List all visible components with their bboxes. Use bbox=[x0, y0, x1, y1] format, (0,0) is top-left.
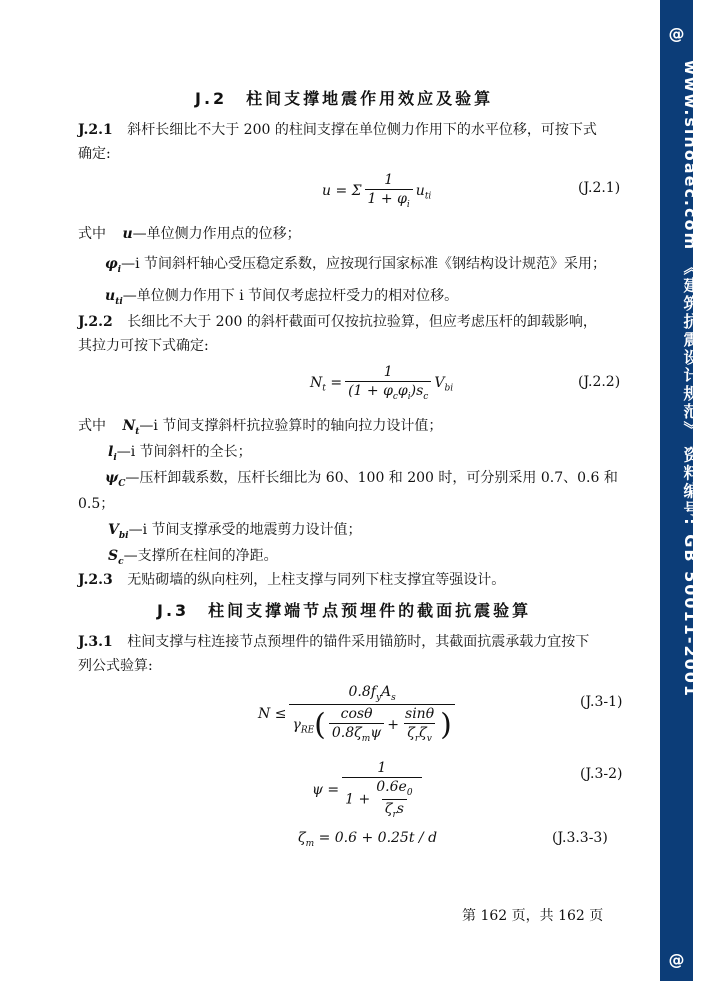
where-text: —压杆卸载系数，压杆长细比为 60、100 和 200 时，可分别采用 0.7、0.6 和 bbox=[125, 470, 618, 486]
where-symbol: u bbox=[122, 226, 133, 242]
equation-j3-1 bbox=[258, 684, 458, 744]
where-text: —i 节间斜杆轴心受压稳定系数，应按现行国家标准《钢结构设计规范》采用； bbox=[121, 256, 607, 272]
eq-sub: m bbox=[305, 838, 315, 849]
clause-number: J.3.1 bbox=[78, 634, 113, 650]
eq-rhs: V bbox=[434, 374, 445, 391]
eq-fraction bbox=[289, 684, 454, 744]
at-icon-top: @ bbox=[668, 24, 685, 43]
where-item bbox=[105, 286, 458, 312]
equation-number: (J.2.2) bbox=[578, 374, 621, 390]
where-item bbox=[108, 442, 252, 468]
eq-denominator bbox=[404, 723, 435, 744]
eq-lhs: N ≤ bbox=[258, 705, 287, 722]
clause-text: 长细比不大于 200 的斜杆截面可仅按抗拉验算，但应考虑压杆的卸载影响， bbox=[127, 314, 597, 330]
eq-sub: m bbox=[361, 733, 371, 744]
eq-den-text: ζ bbox=[419, 724, 427, 741]
eq-fraction bbox=[365, 172, 413, 210]
where-text-continued: 0.5； bbox=[78, 496, 115, 512]
where-item bbox=[105, 254, 606, 280]
eq-sub: RE bbox=[300, 725, 315, 736]
section-heading-j3: J.3 柱间支撑端节点预埋件的截面抗震验算 bbox=[157, 601, 532, 620]
eq-den-text: 0.8ζ bbox=[331, 724, 362, 741]
where-symbol: u bbox=[105, 288, 116, 304]
eq-sub: r bbox=[414, 733, 420, 744]
side-banner-text: www.sinoaec.com 《建筑抗震设计规范》 资料编号: GB 50011-2001 bbox=[681, 60, 700, 698]
eq-sub: s bbox=[391, 692, 396, 703]
eq-fraction-inner bbox=[329, 706, 384, 744]
eq-den-text: φ bbox=[397, 383, 408, 399]
eq-denominator bbox=[382, 799, 407, 820]
where-text: —单位侧力作用点的位移； bbox=[132, 226, 301, 242]
where-text: —i 节间支撑承受的地震剪力设计值； bbox=[128, 522, 362, 538]
equation-number: (J.2.1) bbox=[578, 180, 621, 196]
eq-fraction bbox=[345, 364, 431, 402]
at-icon-bottom: @ bbox=[668, 950, 685, 969]
eq-fraction-inner bbox=[402, 706, 437, 744]
where-item bbox=[78, 224, 301, 244]
where-symbol: ψ bbox=[105, 470, 119, 486]
eq-sub: ti bbox=[424, 191, 432, 202]
eq-sub: r bbox=[392, 809, 397, 820]
eq-sub: y bbox=[375, 692, 382, 703]
where-symbol: N bbox=[122, 418, 136, 434]
clause-j2-1 bbox=[78, 120, 597, 140]
eq-sub: c bbox=[392, 391, 398, 402]
eq-den-text: 1 + bbox=[345, 791, 371, 808]
section-heading-j2: J.2 柱间支撑地震作用效应及验算 bbox=[195, 89, 494, 108]
eq-den-text: 1 + φ bbox=[367, 191, 407, 207]
eq-denominator bbox=[342, 777, 421, 820]
eq-numerator bbox=[373, 779, 415, 799]
eq-numerator: 1 bbox=[384, 172, 394, 188]
eq-num-text: 0.6e bbox=[376, 779, 407, 795]
eq-lhs: ζ bbox=[298, 830, 306, 846]
eq-numerator: 1 bbox=[383, 364, 393, 380]
where-text: —i 节间斜杆的全长； bbox=[116, 444, 252, 460]
eq-den-text: ψ bbox=[370, 724, 382, 741]
clause-text-continued: 确定: bbox=[78, 146, 111, 162]
eq-rhs: = 0.6 + 0.25t / d bbox=[318, 830, 438, 846]
where-sub: ti bbox=[115, 296, 123, 307]
equation-j3-2 bbox=[312, 760, 425, 820]
eq-sub: bi bbox=[444, 383, 454, 394]
where-symbol: V bbox=[108, 522, 119, 538]
eq-den-text: ζ bbox=[407, 724, 415, 741]
clause-j3-1 bbox=[78, 632, 589, 652]
where-symbol: S bbox=[108, 548, 119, 564]
equation-number: (J.3-1) bbox=[580, 694, 623, 710]
eq-den-text: s bbox=[396, 800, 404, 817]
eq-sub: t bbox=[322, 383, 326, 394]
where-item bbox=[108, 546, 278, 572]
where-text: —单位侧力作用下 i 节间仅考虑拉杆受力的相对位移。 bbox=[122, 288, 459, 304]
eq-numerator: sinθ bbox=[405, 705, 435, 722]
where-sub: C bbox=[118, 478, 126, 489]
eq-sub: v bbox=[426, 733, 432, 744]
eq-num-text: 0.8f bbox=[348, 684, 376, 700]
eq-sub: c bbox=[423, 391, 429, 402]
where-sub: c bbox=[118, 556, 124, 567]
eq-numerator: cosθ bbox=[340, 705, 373, 722]
eq-numerator: 1 bbox=[377, 760, 387, 776]
where-intro: 式中 bbox=[78, 418, 106, 434]
equation-j3-3 bbox=[298, 830, 437, 849]
equation-number: (J.3-2) bbox=[580, 766, 623, 782]
clause-text: 无贴砌墙的纵向柱列，上柱支撑与同列下柱支撑宜等强设计。 bbox=[127, 572, 506, 588]
eq-denominator bbox=[329, 723, 384, 744]
eq-denominator bbox=[365, 189, 413, 210]
eq-lhs: N bbox=[310, 374, 323, 391]
eq-sub: i bbox=[407, 391, 411, 402]
clause-number: J.2.1 bbox=[78, 122, 113, 138]
clause-text-continued: 列公式验算: bbox=[78, 658, 153, 674]
eq-denominator bbox=[345, 381, 431, 402]
where-sub: t bbox=[135, 426, 140, 437]
eq-fraction-inner bbox=[373, 779, 415, 820]
where-sub: i bbox=[117, 264, 122, 275]
eq-lhs: ψ = bbox=[312, 781, 340, 798]
eq-den-text: (1 + φ bbox=[348, 383, 393, 399]
where-text: —支撑所在柱间的净距。 bbox=[123, 548, 278, 564]
equation-j2-1 bbox=[322, 172, 431, 210]
where-item bbox=[78, 416, 442, 442]
clause-text: 柱间支撑与柱连接节点预埋件的锚件采用锚筋时，其截面抗震承载力宜按下 bbox=[127, 634, 590, 650]
equation-j2-2: $N_t$ = $\frac{1}{(1 + \varphi_c\varphi_i)s_c}$ $V_{bi}$ bbox=[310, 364, 454, 402]
eq-denominator: $\gamma_{RE}$( $\frac{\cos\theta}{0.8\zeta_m\psi}$ + $\frac{\sin\theta}{\zeta_r\zeta_v}$ ) bbox=[289, 704, 454, 744]
clause-text-continued: 其拉力可按下式确定: bbox=[78, 338, 209, 354]
where-sub: i bbox=[113, 452, 117, 463]
equation-number: (J.3.3-3) bbox=[552, 830, 608, 846]
eq-den-text: ζ bbox=[384, 800, 393, 817]
eq-fraction bbox=[342, 760, 421, 820]
side-banner bbox=[660, 0, 700, 981]
clause-number: J.2.3 bbox=[78, 572, 113, 588]
eq-rhs: u bbox=[415, 182, 425, 199]
where-sub: bi bbox=[118, 530, 129, 541]
page-number: 第 162 页，共 162 页 bbox=[462, 908, 604, 924]
where-symbol: l bbox=[108, 444, 114, 460]
eq-den-text: )s bbox=[410, 383, 424, 399]
eq-den-text: γ bbox=[292, 716, 301, 733]
eq-lhs: u = Σ bbox=[322, 182, 362, 199]
where-intro: 式中 bbox=[78, 226, 106, 242]
eq-operator: + bbox=[387, 716, 400, 733]
eq-sub: 0 bbox=[406, 787, 413, 798]
clause-text: 斜杆长细比不大于 200 的柱间支撑在单位侧力作用下的水平位移，可按下式 bbox=[127, 122, 597, 138]
eq-numerator bbox=[345, 684, 398, 704]
where-item bbox=[105, 468, 618, 494]
clause-j2-3 bbox=[78, 570, 505, 590]
where-symbol: φ bbox=[105, 256, 118, 272]
where-item bbox=[108, 520, 362, 546]
where-text: —i 节间支撑斜杆抗拉验算时的轴向拉力设计值； bbox=[139, 418, 443, 434]
clause-j2-2 bbox=[78, 312, 597, 332]
clause-number: J.2.2 bbox=[78, 314, 113, 330]
eq-num-text: A bbox=[381, 684, 392, 700]
eq-sub: i bbox=[406, 199, 410, 210]
